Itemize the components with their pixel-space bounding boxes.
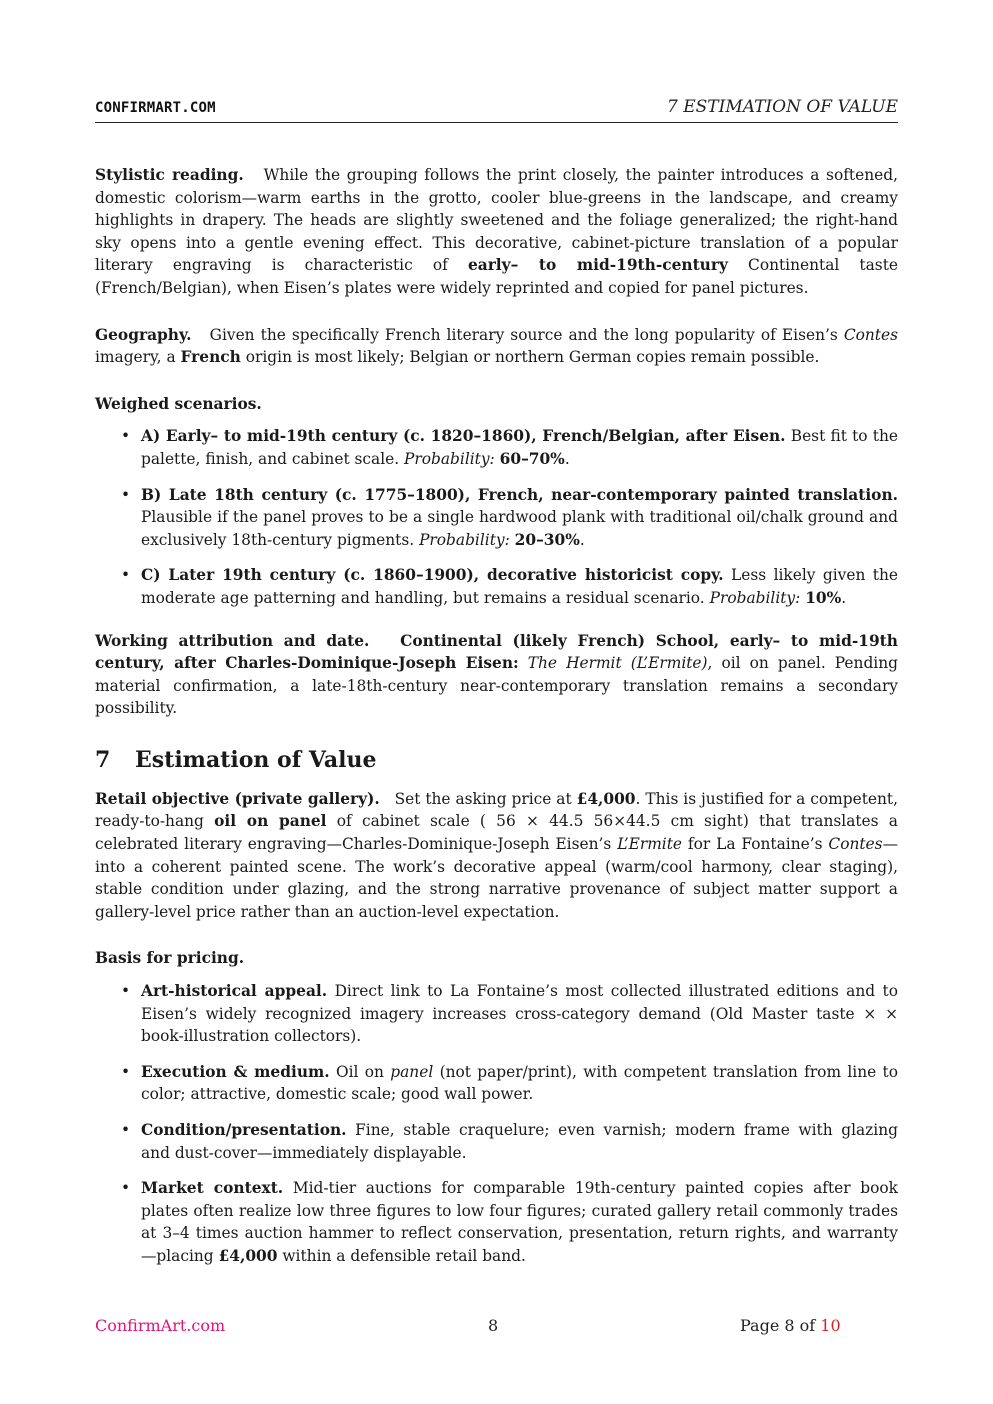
document-body xyxy=(95,164,898,1284)
basis-item-text: Direct link to La Fontaine’s most collected illustrated editions and to Eisen’s widely recognized imagery increases cross-category demand (Old Master taste × × book-illustration collectors). xyxy=(141,982,898,1046)
attribution-title-italic: The Hermit (L’Ermite) xyxy=(527,654,708,673)
section-heading xyxy=(95,746,898,774)
page-header xyxy=(95,96,898,123)
list-item xyxy=(141,1177,898,1267)
basis-item-text: (not paper/print), with competent translation from line to color; attractive, domestic scale; good wall power. xyxy=(141,1062,898,1104)
retail-price: £4,000 xyxy=(576,789,636,808)
retail-medium: oil on panel xyxy=(214,812,327,831)
footer-page-total[interactable]: 10 xyxy=(820,1316,841,1335)
basis-item-title: Market context. xyxy=(141,1179,284,1198)
basis-item-pre: Oil on xyxy=(335,1062,384,1081)
attribution-lead: Working attribution and date. xyxy=(95,631,370,650)
scenario-text: Best fit to the palette, finish, and cabinet scale. xyxy=(141,427,898,468)
scenarios-list xyxy=(95,425,898,609)
geography-text-2: imagery, a xyxy=(95,348,176,367)
retail-text-3: of cabinet scale ( 56 × 44.5 56×44.5 cm sight) that translates a celebrated literary engraving—Charles-Dominique-Joseph Eisen’s xyxy=(95,812,898,854)
basis-item-title: Execution & medium. xyxy=(141,1062,330,1081)
basis-item-title: Art-historical appeal. xyxy=(141,982,328,1001)
retail-italic-contes: Contes xyxy=(828,835,883,854)
geography-lead: Geography. xyxy=(95,325,192,344)
basis-item-bold-price: £4,000 xyxy=(218,1246,278,1265)
list-item xyxy=(141,1119,898,1164)
basis-list xyxy=(95,980,898,1268)
list-item xyxy=(141,1061,898,1106)
scenario-text: Plausible if the panel proves to be a single hardwood plank with traditional oil/chalk ground and exclusively 18th-century pigments. xyxy=(141,508,898,549)
page-footer xyxy=(95,1316,898,1338)
list-item: • A) Early– to mid-19th century (c. 1820–1860), French/Belgian, after Eisen. Best fit to the palette, finish, and cabinet scale. Probability: 60–70%. xyxy=(141,425,898,470)
retail-text-5: —into a coherent painted scene. The work’s decorative appeal (warm/cool harmony, clear staging), stable condition under glazing, and the strong narrative provenance of subject matter support a gallery-level price rather than an auction-level expectation. xyxy=(95,835,898,921)
probability-label: Probability: xyxy=(419,530,510,549)
probability-value: 10% xyxy=(805,588,842,607)
retail-text-1: Set the asking price at xyxy=(394,789,572,808)
footer-site-link[interactable]: ConfirmArt.com xyxy=(95,1316,226,1335)
scenarios-heading xyxy=(95,393,898,416)
scenario-text: Less likely given the moderate age patterning and handling, but remains a residual scenario. xyxy=(141,566,898,607)
basis-item-title: Condition/presentation. xyxy=(141,1121,347,1139)
running-head: 7 ESTIMATION OF VALUE xyxy=(667,97,898,117)
stylistic-bold-period: early– to mid-19th-century xyxy=(467,256,728,275)
basis-heading-text: Basis for pricing. xyxy=(95,949,245,968)
probability-label: Probability: xyxy=(404,449,495,468)
geography-italic-contes: Contes xyxy=(843,325,898,344)
list-item: • B) Late 18th century (c. 1775–1800), French, near-contemporary painted translation. Plausible if the panel proves to be a single hardwood plank with traditional oil/chalk ground and exclusively 18th-century pigments. Probability: 20–30%. xyxy=(141,484,898,552)
geography-paragraph xyxy=(95,324,898,369)
stylistic-paragraph xyxy=(95,164,898,300)
basis-heading xyxy=(95,947,898,970)
section-number: 7 xyxy=(95,746,111,773)
geography-text-3: origin is most likely; Belgian or northern German copies remain possible. xyxy=(245,348,820,367)
attribution-paragraph xyxy=(95,630,898,720)
probability-value: 20–30% xyxy=(514,530,580,549)
retail-lead: Retail objective (private gallery). xyxy=(95,789,380,808)
site-logo[interactable]: CONFIRMART.COM xyxy=(95,100,216,116)
geography-bold-french: French xyxy=(180,348,241,367)
list-item: • C) Later 19th century (c. 1860–1900), decorative historicist copy. Less likely given the moderate age patterning and handling, but remains a residual scenario. Probability: 10%. xyxy=(141,564,898,609)
basis-item-italic: panel xyxy=(390,1062,434,1081)
probability-value: 60–70% xyxy=(499,449,565,468)
list-item xyxy=(141,980,898,1048)
attribution-text: , oil on panel. Pending material confirmation, a late-18th-century near-contemporary translation remains a secondary possibility. xyxy=(95,654,898,718)
retail-text-2: . This is justified for a competent, ready-to-hang xyxy=(95,789,898,831)
scenarios-heading-text: Weighed scenarios. xyxy=(95,394,262,413)
footer-page-of xyxy=(740,1316,841,1335)
stylistic-lead: Stylistic reading. xyxy=(95,166,244,184)
geography-text-1: Given the specifically French literary source and the long popularity of Eisen’s xyxy=(209,325,838,344)
scenario-title: B) Late 18th century (c. 1775–1800), French, near-contemporary painted translation. xyxy=(141,485,898,504)
basis-item-text: Fine, stable craquelure; even varnish; modern frame with glazing and dust-cover—immediately displayable. xyxy=(141,1121,898,1162)
footer-page-number: 8 xyxy=(488,1316,499,1335)
retail-text-4: for La Fontaine’s xyxy=(687,835,823,854)
retail-italic-lermite: L’Ermite xyxy=(617,835,683,854)
stylistic-text-2: Continental taste (French/Belgian), when Eisen’s plates were widely reprinted and copied for panel pictures. xyxy=(95,256,898,297)
stylistic-text-1: While the grouping follows the print closely, the painter introduces a softened, domestic colorism—warm earths in the grotto, cooler blue-greens in the landscape, and creamy highlights in drapery. The heads are slightly sweetened and the foliage generalized; the right-hand sky opens into a gentle evening effect. This decorative, cabinet-picture translation of a popular literary engraving is characteristic of xyxy=(95,166,898,275)
basis-item-tail: within a defensible retail band. xyxy=(282,1246,526,1265)
scenario-title: C) Later 19th century (c. 1860–1900), decorative historicist copy. xyxy=(141,566,724,585)
basis-item-text: Mid-tier auctions for comparable 19th-century painted copies after book plates often realize low three figures to low four figures; curated gallery retail commonly trades at 3–4 times auction hammer to reflect conservation, presentation, return rights, and warranty—placing xyxy=(141,1179,898,1265)
attribution-bold: Continental (likely French) School, early– to mid-19th century, after Charles-Dominique-Joseph Eisen: xyxy=(95,631,898,673)
probability-label: Probability: xyxy=(709,588,801,607)
footer-page-label: Page 8 of xyxy=(740,1316,816,1335)
section-title: Estimation of Value xyxy=(135,746,377,773)
scenario-title: A) Early– to mid-19th century (c. 1820–1860), French/Belgian, after Eisen. xyxy=(141,427,786,446)
retail-paragraph xyxy=(95,788,898,924)
